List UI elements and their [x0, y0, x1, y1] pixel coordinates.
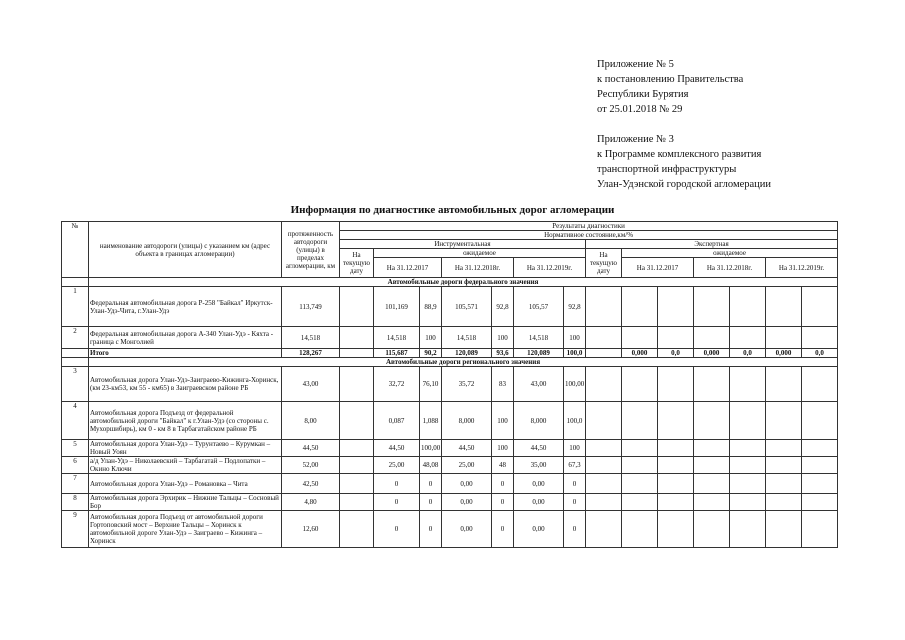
instrumental-value: 0: [374, 511, 420, 548]
instrumental-value: 100: [564, 440, 586, 457]
col-header-norm: Нормативное состояние,км/%: [340, 231, 838, 240]
expert-value: [658, 402, 694, 440]
total-value: 120,089: [514, 349, 564, 358]
col-header-num: №: [62, 222, 89, 278]
expert-value: [730, 287, 766, 327]
total-expert-value: 0,0: [802, 349, 838, 358]
blank-cell: [62, 358, 89, 367]
expert-value: [766, 511, 802, 548]
instrumental-value: 25,00: [374, 457, 420, 474]
instrumental-value: 83: [492, 367, 514, 402]
instrumental-value: 44,50: [374, 440, 420, 457]
expert-value: [658, 474, 694, 494]
expert-value: [802, 367, 838, 402]
col-header-date: На 31.12.2018г.: [442, 258, 514, 278]
expert-value: [802, 457, 838, 474]
instrumental-value: 0,00: [514, 494, 564, 511]
row-number: 8: [62, 494, 89, 511]
instrumental-value: 1,088: [420, 402, 442, 440]
instrumental-value: 0,087: [374, 402, 420, 440]
road-name: Автомобильная дорога Эрхирик – Нижние Тальцы – Сосновый Бор: [89, 494, 282, 511]
instrumental-value: 76,10: [420, 367, 442, 402]
expert-value: [730, 457, 766, 474]
table-row: [62, 402, 838, 440]
expert-value: [622, 327, 658, 349]
instrumental-value: 14,518: [514, 327, 564, 349]
instrumental-value: 14,518: [374, 327, 420, 349]
total-expert-value: 0,000: [694, 349, 730, 358]
expert-value: [730, 327, 766, 349]
expert-value: [802, 511, 838, 548]
instrumental-value: 0: [374, 474, 420, 494]
expert-value: [658, 327, 694, 349]
table-row: [62, 457, 838, 474]
col-header-length: протяженность автодороги (улицы) в пределах агломерации, км: [282, 222, 340, 278]
instrumental-value: 48: [492, 457, 514, 474]
instrumental-value: 35,00: [514, 457, 564, 474]
row-number: 7: [62, 474, 89, 494]
row-number: 4: [62, 402, 89, 440]
road-length: 12,60: [282, 511, 340, 548]
expert-value: [802, 474, 838, 494]
road-name: Автомобильная дорога Улан-Удэ – Турунтаево – Курумкан – Новый Уоян: [89, 440, 282, 457]
expert-value: [586, 287, 622, 327]
col-header-name: наименование автодороги (улицы) с указанием км (адрес объекта в границах агломерации): [89, 222, 282, 278]
header-line: Приложение № 3: [597, 134, 674, 145]
row-number: 5: [62, 440, 89, 457]
total-row: [62, 349, 838, 358]
row-number: 1: [62, 287, 89, 327]
table-row: [62, 440, 838, 457]
expert-value: [694, 402, 730, 440]
section-regional: Автомобильные дороги регионального значения: [89, 358, 838, 367]
expert-value: [586, 494, 622, 511]
instrumental-value: 100: [492, 327, 514, 349]
instrumental-value: 0: [420, 494, 442, 511]
col-header-date: На 31.12.2019г.: [766, 258, 838, 278]
instrumental-value: 0: [492, 494, 514, 511]
total-value: 120,089: [442, 349, 492, 358]
instrumental-value: 100: [420, 327, 442, 349]
expert-value: [658, 457, 694, 474]
expert-value: [658, 440, 694, 457]
instrumental-value: 105,57: [514, 287, 564, 327]
expert-value: [694, 457, 730, 474]
expert-value: [730, 511, 766, 548]
instrumental-value: 0: [492, 511, 514, 548]
col-header-current: На текущую дату: [340, 249, 374, 278]
expert-value: [658, 511, 694, 548]
road-name: Автомобильная дорога Подъезд от автомобильной дороги Гортоповский мост – Верхние Тальцы – Хоринск к автомобильной дороге Улан-Удэ – Заиграево – Кижинга – Хоринск: [89, 511, 282, 548]
total-label: Итого: [89, 349, 282, 358]
expert-value: [802, 327, 838, 349]
road-name: а/д Улан-Удэ – Николаевский – Тарбагатай – Подлопатки – Окино Ключи: [89, 457, 282, 474]
instrumental-value: 101,169: [374, 287, 420, 327]
expert-value: [622, 367, 658, 402]
expert-value: [586, 511, 622, 548]
road-length: 4,80: [282, 494, 340, 511]
appendix-header: [597, 57, 771, 192]
road-length: 42,50: [282, 474, 340, 494]
expert-value: [766, 474, 802, 494]
expert-value: [730, 474, 766, 494]
current-cell: [340, 494, 374, 511]
header-line: Улан-Удэнской городской агломерации: [597, 179, 772, 190]
expert-value: [694, 511, 730, 548]
current-cell: [340, 457, 374, 474]
road-name: Автомобильная дорога Подъезд от федеральной автомобильной дороги "Байкал" к г.Улан-Удэ (со стороны с. Мухоршибирь), км 0 - км 8 в Тарбагатайском районе РБ: [89, 402, 282, 440]
total-expert-value: 0,000: [766, 349, 802, 358]
instrumental-value: 100,0: [564, 402, 586, 440]
instrumental-value: 0: [564, 511, 586, 548]
col-header-results: Результаты диагностики: [340, 222, 838, 231]
total-value: 90,2: [420, 349, 442, 358]
expert-value: [586, 327, 622, 349]
instrumental-value: 43,00: [514, 367, 564, 402]
road-name: Федеральная автомобильная дорога А-340 Улан-Удэ - Кяхта - граница с Монголией: [89, 327, 282, 349]
expert-value: [694, 367, 730, 402]
current-cell: [340, 402, 374, 440]
expert-value: [730, 440, 766, 457]
expert-value: [730, 367, 766, 402]
section-federal: Автомобильные дороги федерального значения: [89, 278, 838, 287]
header-line: Приложение № 5: [597, 59, 674, 70]
instrumental-value: 8,000: [442, 402, 492, 440]
expert-value: [802, 287, 838, 327]
diagnostics-table: [61, 221, 838, 548]
expert-value: [622, 474, 658, 494]
instrumental-value: 0: [492, 474, 514, 494]
col-header-date: На 31.12.2017: [622, 258, 694, 278]
instrumental-value: 0,00: [442, 511, 492, 548]
header-line: к Программе комплексного развития: [597, 149, 762, 160]
instrumental-value: 100: [492, 402, 514, 440]
col-header-expected: ожидаемое: [374, 249, 586, 258]
instrumental-value: 0: [374, 494, 420, 511]
total-value: 93,6: [492, 349, 514, 358]
expert-value: [658, 494, 694, 511]
expert-value: [766, 327, 802, 349]
current-cell: [340, 327, 374, 349]
instrumental-value: 25,00: [442, 457, 492, 474]
instrumental-value: 88,9: [420, 287, 442, 327]
expert-value: [802, 494, 838, 511]
col-header-expected: ожидаемое: [622, 249, 838, 258]
expert-value: [586, 402, 622, 440]
expert-value: [694, 327, 730, 349]
road-length: 43,00: [282, 367, 340, 402]
col-header-date: На 31.12.2019г.: [514, 258, 586, 278]
current-cell: [340, 474, 374, 494]
instrumental-value: 0: [564, 494, 586, 511]
header-line: к постановлению Правительства: [597, 74, 744, 85]
expert-value: [622, 287, 658, 327]
expert-value: [622, 511, 658, 548]
expert-value: [622, 457, 658, 474]
instrumental-value: 100,00: [420, 440, 442, 457]
current-cell: [586, 349, 622, 358]
table-row: [62, 287, 838, 327]
instrumental-value: 44,50: [514, 440, 564, 457]
total-expert-value: 0,0: [658, 349, 694, 358]
table-row: [62, 367, 838, 402]
instrumental-value: 0,00: [514, 511, 564, 548]
instrumental-value: 14,518: [442, 327, 492, 349]
expert-value: [694, 287, 730, 327]
instrumental-value: 44,50: [442, 440, 492, 457]
total-value: 115,687: [374, 349, 420, 358]
row-number: 9: [62, 511, 89, 548]
expert-value: [766, 440, 802, 457]
expert-value: [766, 287, 802, 327]
instrumental-value: 100,00: [564, 367, 586, 402]
col-header-instrumental: Инструментальная: [340, 240, 586, 249]
instrumental-value: 100: [564, 327, 586, 349]
total-value: 100,0: [564, 349, 586, 358]
expert-value: [694, 494, 730, 511]
instrumental-value: 105,571: [442, 287, 492, 327]
table-row: [62, 511, 838, 548]
col-header-date: На 31.12.2017: [374, 258, 442, 278]
road-length: 14,518: [282, 327, 340, 349]
table-row: [62, 327, 838, 349]
table-row: [62, 474, 838, 494]
road-name: Федеральная автомобильная дорога Р-258 "Байкал" Иркутск-Улан-Удэ-Чита, г.Улан-Удэ: [89, 287, 282, 327]
expert-value: [658, 287, 694, 327]
road-length: 44,50: [282, 440, 340, 457]
instrumental-value: 100: [492, 440, 514, 457]
current-cell: [340, 287, 374, 327]
instrumental-value: 48,08: [420, 457, 442, 474]
col-header-date: На 31.12.2018г.: [694, 258, 766, 278]
expert-value: [586, 457, 622, 474]
instrumental-value: 0: [420, 511, 442, 548]
road-length: 52,00: [282, 457, 340, 474]
road-length: 8,00: [282, 402, 340, 440]
expert-value: [586, 367, 622, 402]
total-expert-value: 0,000: [622, 349, 658, 358]
current-cell: [340, 367, 374, 402]
instrumental-value: 0: [420, 474, 442, 494]
expert-value: [766, 367, 802, 402]
expert-value: [586, 474, 622, 494]
row-number: 3: [62, 367, 89, 402]
instrumental-value: 92,8: [564, 287, 586, 327]
instrumental-value: 8,000: [514, 402, 564, 440]
document-title: Информация по диагностике автомобильных дорог агломерации: [290, 204, 615, 216]
total-length: 128,267: [282, 349, 340, 358]
expert-value: [694, 440, 730, 457]
expert-value: [658, 367, 694, 402]
expert-value: [622, 494, 658, 511]
expert-value: [586, 440, 622, 457]
road-length: 113,749: [282, 287, 340, 327]
col-header-current: На текущую дату: [586, 249, 622, 278]
instrumental-value: 35,72: [442, 367, 492, 402]
expert-value: [766, 494, 802, 511]
instrumental-value: 0,00: [442, 474, 492, 494]
road-name: Автомобильная дорога Улан-Удэ – Романовка – Чита: [89, 474, 282, 494]
col-header-expert: Экспертная: [586, 240, 838, 249]
expert-value: [766, 457, 802, 474]
instrumental-value: 0,00: [514, 474, 564, 494]
expert-value: [802, 402, 838, 440]
expert-value: [802, 440, 838, 457]
row-number: [62, 349, 89, 358]
instrumental-value: 32,72: [374, 367, 420, 402]
instrumental-value: 92,8: [492, 287, 514, 327]
row-number: 2: [62, 327, 89, 349]
current-cell: [340, 440, 374, 457]
instrumental-value: 67,3: [564, 457, 586, 474]
instrumental-value: 0,00: [442, 494, 492, 511]
total-expert-value: 0,0: [730, 349, 766, 358]
instrumental-value: 0: [564, 474, 586, 494]
expert-value: [694, 474, 730, 494]
current-cell: [340, 511, 374, 548]
table-row: [62, 494, 838, 511]
current-cell: [340, 349, 374, 358]
header-line: Республики Бурятия: [597, 89, 689, 100]
header-line: от 25.01.2018 № 29: [597, 104, 683, 115]
expert-value: [622, 402, 658, 440]
expert-value: [730, 494, 766, 511]
road-name: Автомобильная дорога Улан-Удэ-Заиграево-Кижинга-Хоринск, (км 23-км53, км 55 - км65) в Заиграевском районе РБ: [89, 367, 282, 402]
row-number: 6: [62, 457, 89, 474]
header-line: транспортной инфраструктуры: [597, 164, 737, 175]
expert-value: [730, 402, 766, 440]
expert-value: [766, 402, 802, 440]
expert-value: [622, 440, 658, 457]
